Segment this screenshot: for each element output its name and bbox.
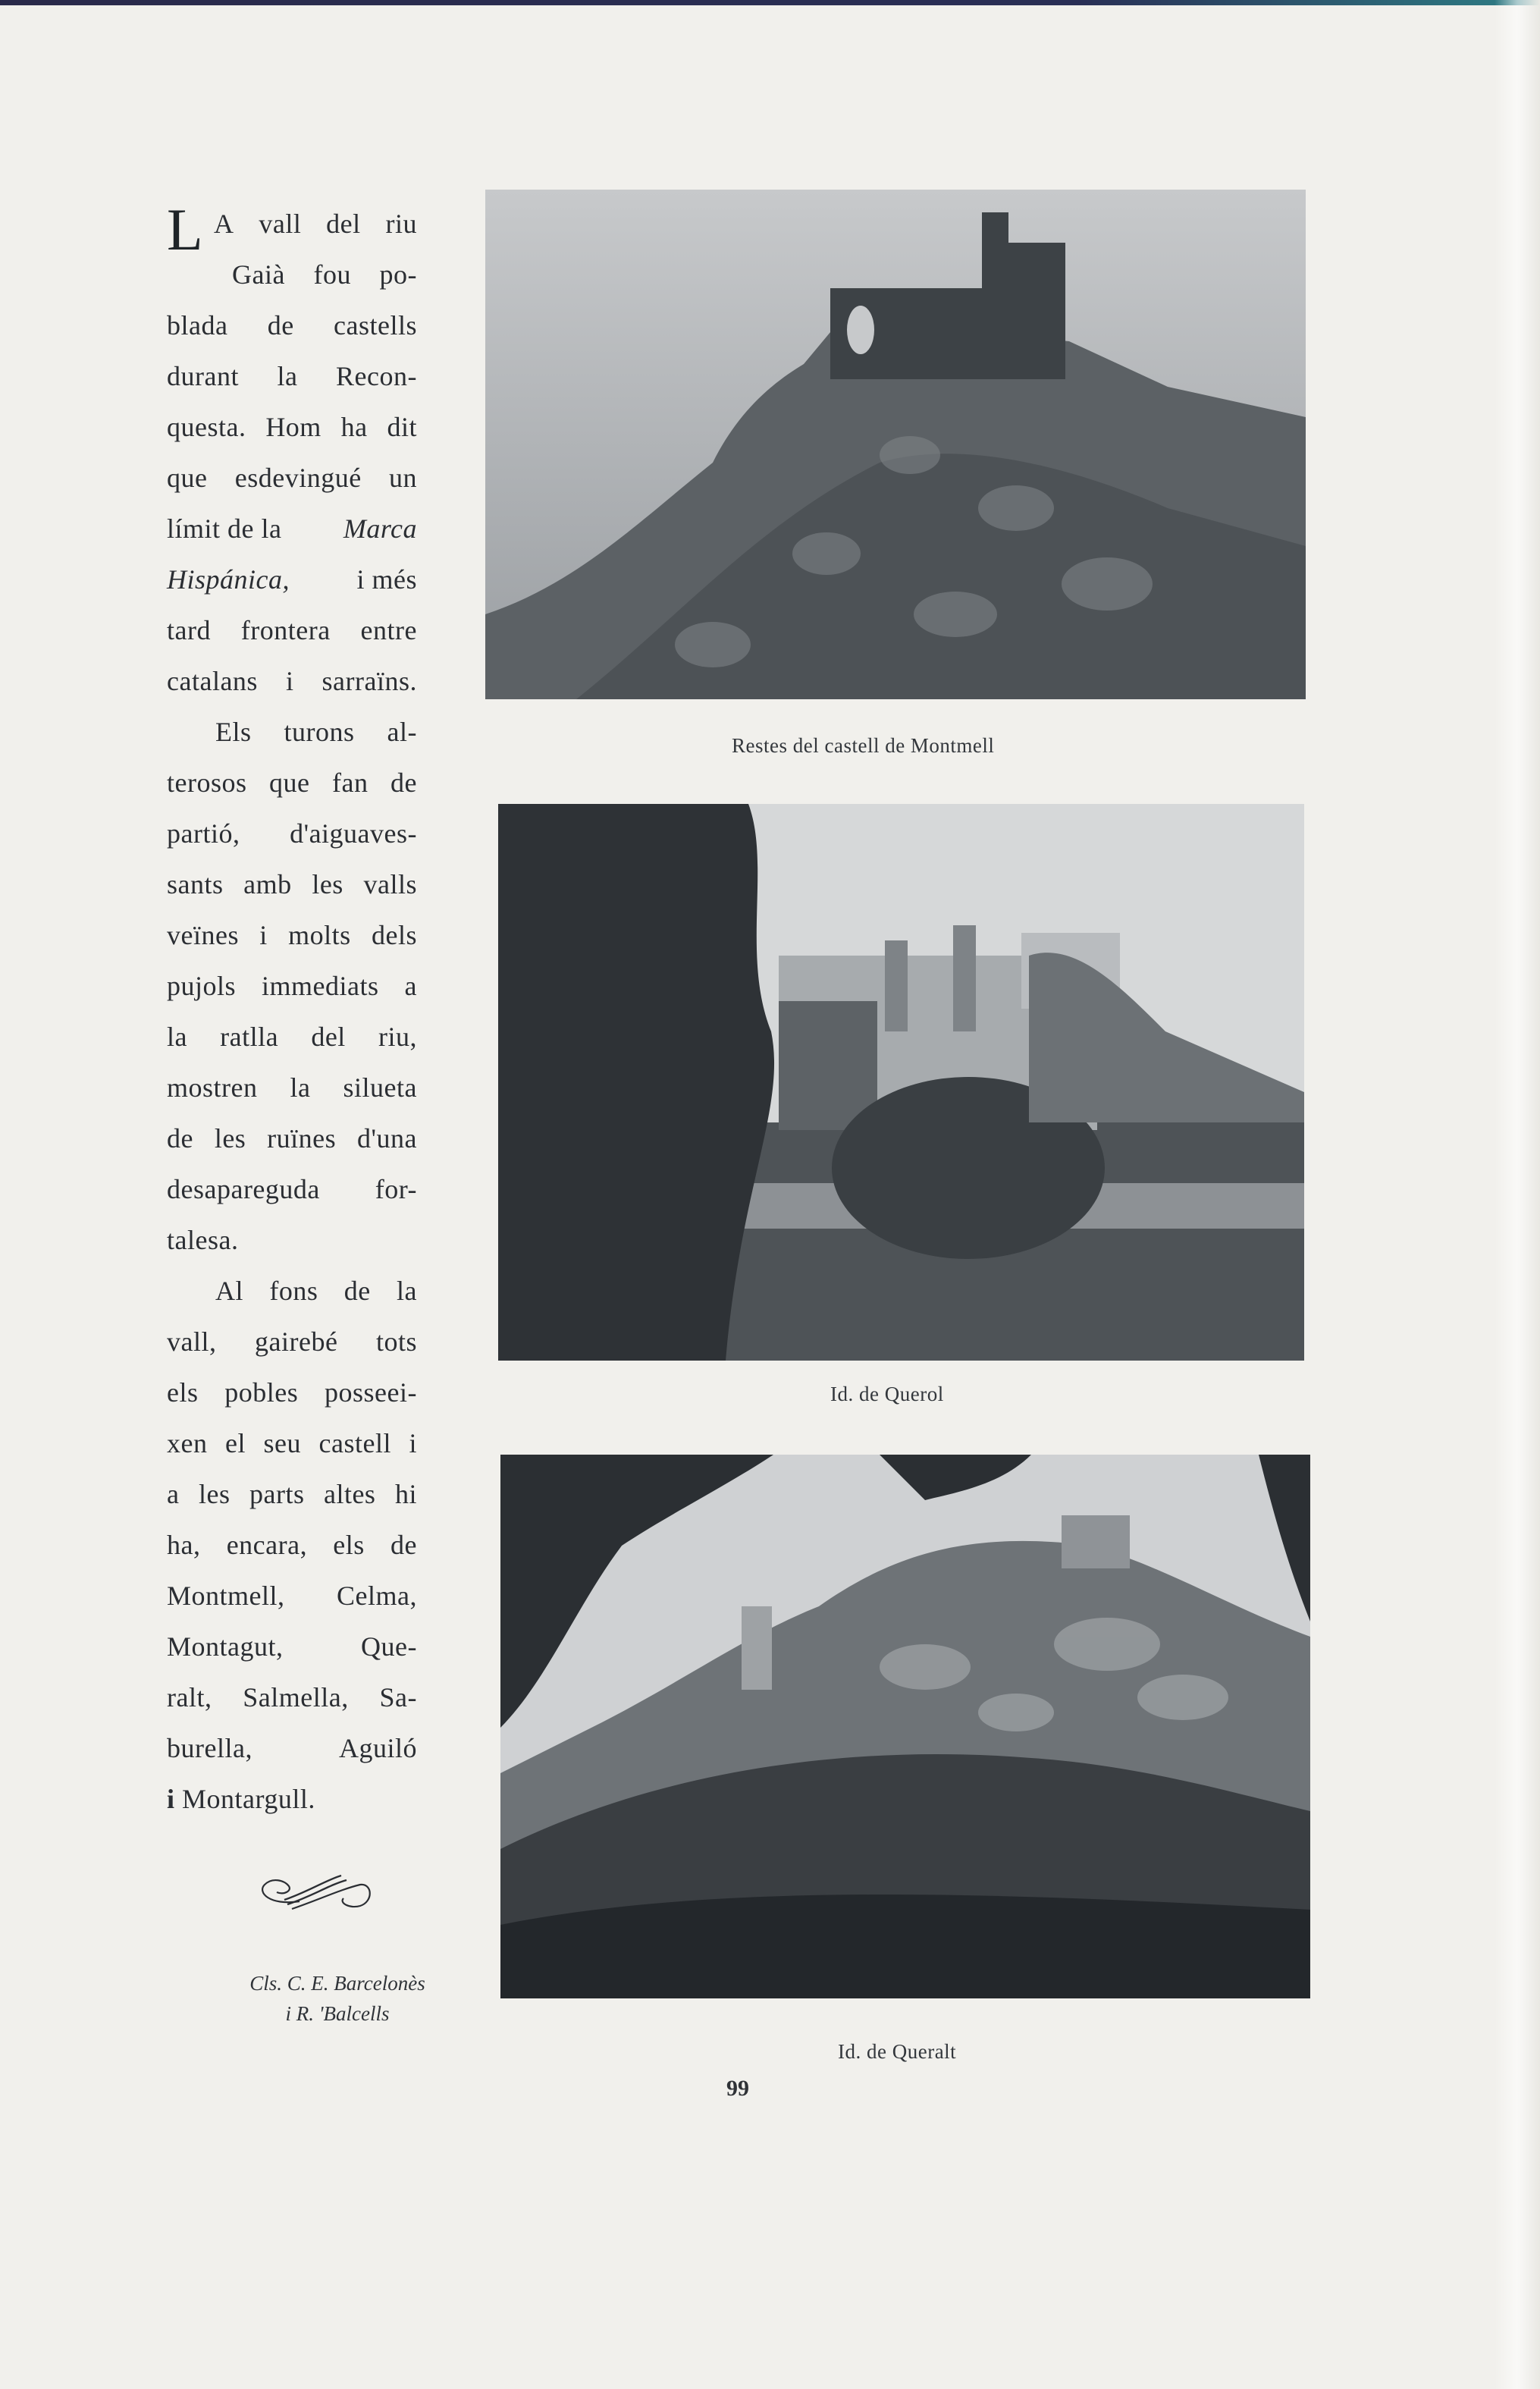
text-line: tard frontera entre — [167, 615, 417, 645]
text-line: mostren la silueta — [167, 1072, 417, 1103]
text-line: burella, Aguiló — [167, 1733, 417, 1763]
text-line: xen el seu castell i — [167, 1428, 417, 1458]
body-text-column — [167, 196, 417, 1825]
text-line: Al fons de la — [215, 1276, 417, 1306]
text-line: la ratlla del riu, — [167, 1022, 417, 1052]
text-line: Els turons al- — [215, 717, 417, 747]
text-line: talesa. — [167, 1225, 239, 1255]
text-line: a les parts altes hi — [167, 1479, 417, 1509]
text-line: Hispánica, i més — [167, 554, 417, 605]
photo-castell-querol — [498, 804, 1304, 1361]
text-line: ralt, Salmella, Sa- — [167, 1682, 417, 1712]
text-line: Montagut, Que- — [167, 1631, 417, 1662]
text-line: vall, gairebé tots — [167, 1326, 417, 1357]
text-line: Gaià fou po- — [232, 259, 417, 290]
text-line: Montmell, Celma, — [167, 1581, 417, 1611]
caption-querol: Id. de Querol — [830, 1383, 944, 1405]
opening-paragraph-start — [167, 196, 417, 300]
caption-queralt: Id. de Queralt — [838, 2040, 957, 2063]
text-line: que esdevingué un — [167, 463, 417, 493]
scan-top-border — [0, 0, 1540, 5]
text-line: blada de castells — [167, 310, 417, 341]
caption-montmell: Restes del castell de Montmell — [732, 734, 995, 757]
photo-castell-montmell — [485, 190, 1306, 699]
drop-cap: L — [167, 196, 203, 262]
text-line: pujols immediats a — [167, 971, 417, 1001]
text-line: ha, encara, els de — [167, 1530, 417, 1560]
photo-castell-queralt — [500, 1455, 1310, 1998]
text-line: de les ruïnes d'una — [167, 1123, 417, 1154]
text-line: desapareguda for- — [167, 1174, 417, 1204]
text-line: els pobles posseei- — [167, 1377, 417, 1408]
text-line: partió, d'aiguaves- — [167, 818, 417, 849]
page-edge-shadow — [1495, 0, 1540, 2389]
text-line: veïnes i molts dels — [167, 920, 417, 950]
text-line: sants amb les valls — [167, 869, 417, 899]
page-number: 99 — [726, 2076, 749, 2101]
text-line: terosos que fan de — [167, 768, 417, 798]
text-line: questa. Hom ha dit — [167, 412, 417, 442]
italic-term: Hispánica, — [167, 564, 290, 595]
text-line: durant la Recon- — [167, 361, 417, 391]
text-line: A vall del riu — [214, 209, 417, 239]
text-line: i Montargull. — [167, 1784, 315, 1814]
photo-credit: Cls. C. E. Barcelonès i R. 'Balcells — [249, 1972, 425, 2025]
text-line: límit de la Marca — [167, 504, 417, 554]
italic-term: Marca — [343, 513, 417, 544]
flourish-ornament-icon — [254, 1869, 375, 1915]
text-line: catalans i sarraïns. — [167, 666, 417, 696]
